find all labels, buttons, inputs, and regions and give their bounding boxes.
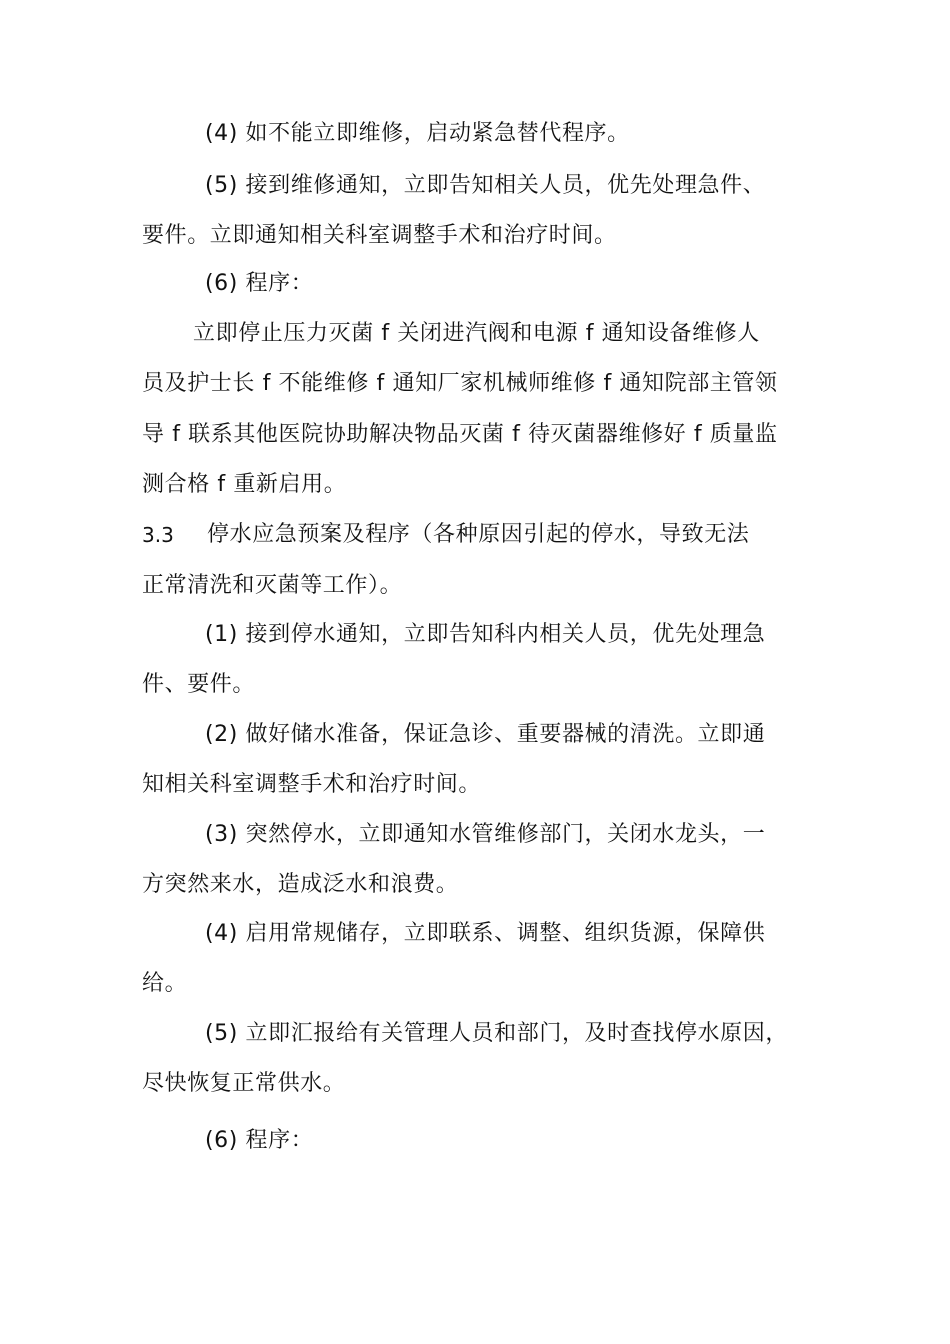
paragraph-line: (6) 程序： xyxy=(205,1128,314,1153)
paragraph-line: 测合格 f 重新启用。 xyxy=(142,472,347,497)
paragraph-line: (4) 如不能立即维修，启动紧急替代程序。 xyxy=(205,121,630,146)
paragraph-line: (5) 立即汇报给有关管理人员和部门，及时查找停水原因， xyxy=(205,1021,788,1046)
paragraph-line: 件、要件。 xyxy=(142,672,256,697)
paragraph-line: 员及护士长 f 不能维修 f 通知厂家机械师维修 f 通知院部主管领 xyxy=(142,371,778,396)
paragraph-line: 尽快恢复正常供水。 xyxy=(142,1071,346,1096)
section-number: 3.3 xyxy=(142,523,174,547)
paragraph-line: 导 f 联系其他医院协助解决物品灭菌 f 待灭菌器维修好 f 质量监 xyxy=(142,422,778,447)
paragraph-line: (4) 启用常规储存，立即联系、调整、组织货源，保障供 xyxy=(205,921,766,946)
paragraph-line: 立即停止压力灭菌 f 关闭进汽阀和电源 f 通知设备维修人 xyxy=(193,321,760,346)
paragraph-line: 要件。立即通知相关科室调整手术和治疗时间。 xyxy=(142,223,617,248)
section-title: 停水应急预案及程序（各种原因引起的停水，导致无法 xyxy=(207,522,750,547)
paragraph-line: (5) 接到维修通知，立即告知相关人员，优先处理急件、 xyxy=(205,173,766,198)
paragraph-line: (6) 程序： xyxy=(205,271,314,296)
paragraph-line: (1) 接到停水通知，立即告知科内相关人员，优先处理急 xyxy=(205,622,766,647)
paragraph-line: 知相关科室调整手术和治疗时间。 xyxy=(142,772,482,797)
paragraph-line: 方突然来水，造成泛水和浪费。 xyxy=(142,872,459,897)
paragraph-line: (2) 做好储水准备，保证急诊、重要器械的清洗。立即通 xyxy=(205,722,766,747)
paragraph-line: 正常清洗和灭菌等工作）。 xyxy=(142,573,403,598)
paragraph-line: 给。 xyxy=(142,971,188,996)
paragraph-line: (3) 突然停水，立即通知水管维修部门，关闭水龙头，一 xyxy=(205,822,766,847)
